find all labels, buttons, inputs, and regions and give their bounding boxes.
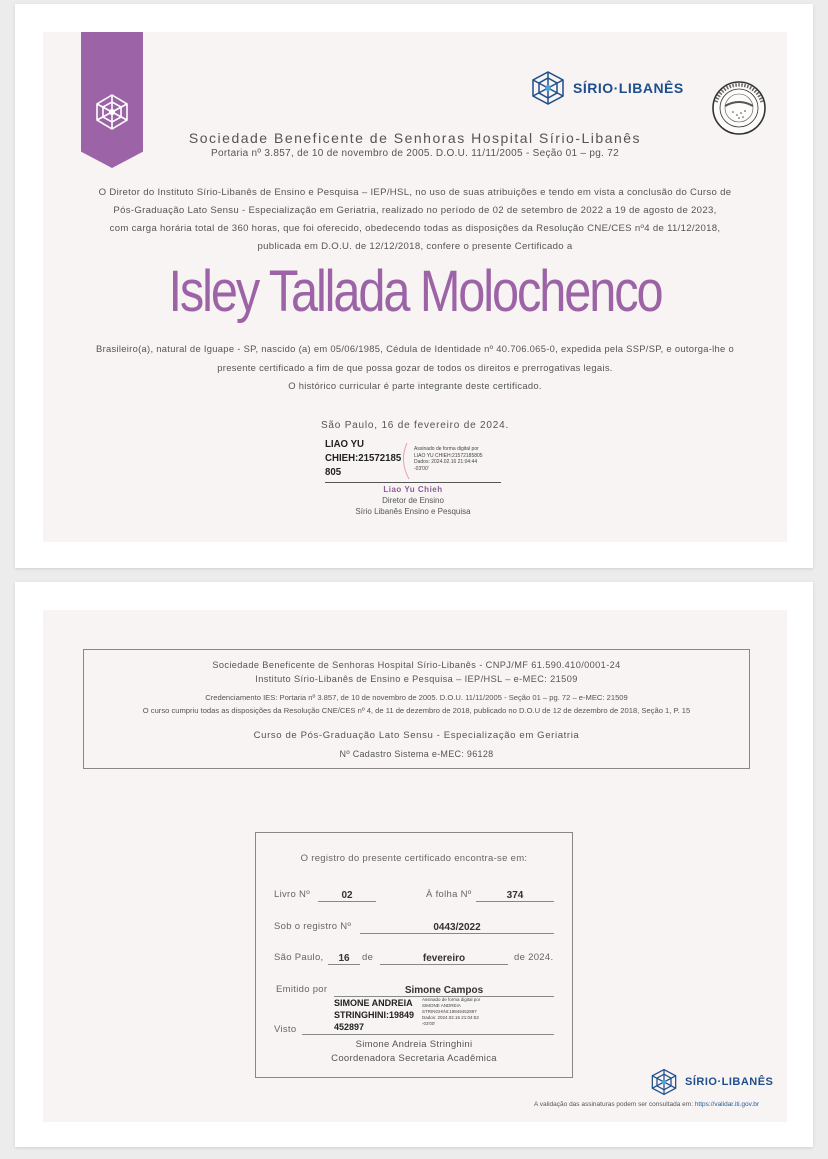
- certificate-back-sheet: [43, 610, 787, 1122]
- digital-signature-director: [325, 437, 501, 516]
- year-label: de 2024.: [514, 952, 554, 963]
- stamp-id-line: STRINGHINI:19849: [334, 1010, 415, 1020]
- validation-link[interactable]: https://validar.iti.gov.br: [694, 1101, 759, 1108]
- visto-line: [302, 1023, 554, 1035]
- stamp-detail-line: Dados: 2024.02.16 21:04:53: [422, 1015, 479, 1020]
- info-line: Credenciamento IES: Portaria nº 3.857, de 10 de novembro de 2005. D.O.U. 11/11/2005 - Seção 01 – pg. 72 – e-MEC: 21509: [205, 693, 628, 702]
- body-line: com carga horária total de 360 horas, que foi oferecido, obedecendo todas as disposições da Resolução CNE/CES nº4 de 11/12/2018,: [109, 223, 721, 234]
- signer-name: Liao Yu Chieh: [383, 485, 443, 494]
- registry-signer-role: Coordenadora Secretaria Acadêmica: [331, 1053, 497, 1064]
- emitido-value: Simone Campos: [334, 985, 554, 997]
- livro-label: Livro Nº: [274, 889, 310, 900]
- body2-line: presente certificado a fim de que possa gozar de todos os direitos e prerrogativas legais.: [217, 361, 613, 373]
- livro-value: 02: [318, 890, 376, 902]
- sirio-libanes-logo-back: [649, 1068, 773, 1096]
- registry-box: [255, 832, 573, 1078]
- signature-detail-line: Assinado de forma digital por: [414, 446, 479, 452]
- certificate-date: São Paulo, 16 de fevereiro de 2024.: [320, 420, 510, 431]
- emitido-label: Emitido por: [276, 984, 328, 995]
- federal-republic-seal-icon: [711, 80, 767, 136]
- folha-value: 374: [476, 890, 554, 902]
- signature-detail-line: Dados: 2024.02.16 21:04:44: [414, 459, 478, 466]
- registry-heading: O registro do presente certificado encontra-se em:: [300, 853, 528, 864]
- sirio-libanes-logo: [529, 70, 684, 106]
- signer-institution: Sírio Libanês Ensino e Pesquisa: [355, 507, 471, 516]
- body-line: Pós-Graduação Lato Sensu - Especialização em Geriatria, realizado no período de 02 de setembro de 2022 a 19 de agosto de 2023,: [113, 205, 717, 216]
- month-value: fevereiro: [380, 953, 508, 965]
- validation-note: [43, 1101, 759, 1108]
- body-line: O Diretor do Instituto Sírio-Libanês de Ensino e Pesquisa – IEP/HSL, no uso de suas atribuições e tendo em vista a conclusão do Curso de: [98, 187, 732, 198]
- stamp-detail-line: -03'00': [422, 1021, 436, 1026]
- institution-info-box: [83, 649, 750, 769]
- stamp-id-line: SIMONE ANDREIA: [334, 998, 413, 1008]
- certificate-back-page: [15, 582, 813, 1147]
- de-label: de: [362, 952, 374, 963]
- visto-label: Visto: [274, 1024, 297, 1035]
- signer-id: [325, 437, 404, 479]
- body2-line: O histórico curricular é parte integrante deste certificado.: [288, 380, 542, 391]
- institution-emblem-icon: [92, 92, 132, 132]
- folha-label: À folha Nº: [426, 889, 472, 900]
- day-value: 16: [328, 953, 360, 965]
- signature-detail-line: -03'00': [414, 465, 429, 472]
- city-label: São Paulo,: [274, 952, 324, 963]
- body-line: publicada em D.O.U. de 12/12/2018, confere o presente Certificado a: [257, 241, 573, 252]
- brand-name: SÍRIO·LIBANÊS: [573, 80, 684, 96]
- stamp-detail-line: STRINGHINI:19849452897: [422, 1009, 477, 1014]
- sirio-libanes-emblem-icon: [529, 70, 567, 106]
- info-line: Instituto Sírio-Libanês de Ensino e Pesquisa – IEP/HSL – e-MEC: 21509: [255, 674, 578, 684]
- stamp-detail-line: SIMONE ANDREIA: [422, 1003, 461, 1008]
- registro-value: 0443/2022: [360, 922, 554, 934]
- signer-id-line: LIAO YU: [325, 438, 365, 450]
- institution-subtitle: Portaria nº 3.857, de 10 de novembro de 2005. D.O.U. 11/11/2005 - Seção 01 – pg. 72: [211, 148, 619, 159]
- institution-title: Sociedade Beneficente de Senhoras Hospital Sírio-Libanês: [188, 130, 642, 146]
- certificate-body: [43, 184, 787, 256]
- certificate-body-2: [43, 340, 787, 396]
- signer-id-line: CHIEH:21572185: [325, 452, 402, 464]
- certificate-front-page: [15, 4, 813, 568]
- info-line: O curso cumpriu todas as disposições da Resolução CNE/CES nº 4, de 11 de dezembro de 2018, publicado no D.O.U de 12 de dezembro de 2018, Seção 1, P. 15: [142, 706, 691, 715]
- signature-detail-line: LIAO YU CHIEH:21572185805: [414, 452, 483, 459]
- emec-registration: Nº Cadastro Sistema e-MEC: 96128: [339, 749, 494, 759]
- info-line: Sociedade Beneficente de Senhoras Hospital Sírio-Libanês - CNPJ/MF 61.590.410/0001-24: [212, 660, 621, 670]
- signature-line: [325, 482, 501, 483]
- certificate-sheet: [43, 32, 787, 542]
- body2-line: Brasileiro(a), natural de Iguape - SP, nascido (a) em 05/06/1985, Cédula de Identidade nº 40.706.065-0, expedida pela SSP/SP, e outorga-lhe o: [96, 343, 734, 354]
- validation-text: A validação das assinaturas podem ser consultada em:: [534, 1101, 693, 1108]
- registro-label: Sob o registro Nº: [274, 921, 352, 932]
- signature-detail: [414, 446, 510, 472]
- signer-id-line: 805: [325, 466, 342, 478]
- course-name: Curso de Pós-Graduação Lato Sensu - Especialização em Geriatria: [253, 730, 580, 741]
- signer-role: Diretor de Ensino: [382, 496, 444, 505]
- stamp-detail-line: Assinado de forma digital por: [422, 997, 481, 1002]
- stamp-id-line: 452897: [334, 1022, 365, 1032]
- recipient-name: Isley Tallada Molochenco: [168, 259, 662, 324]
- sirio-libanes-emblem-icon: [649, 1068, 679, 1096]
- brand-name: SÍRIO·LIBANÊS: [685, 1076, 774, 1088]
- registry-signer-name: Simone Andreia Stringhini: [355, 1039, 473, 1050]
